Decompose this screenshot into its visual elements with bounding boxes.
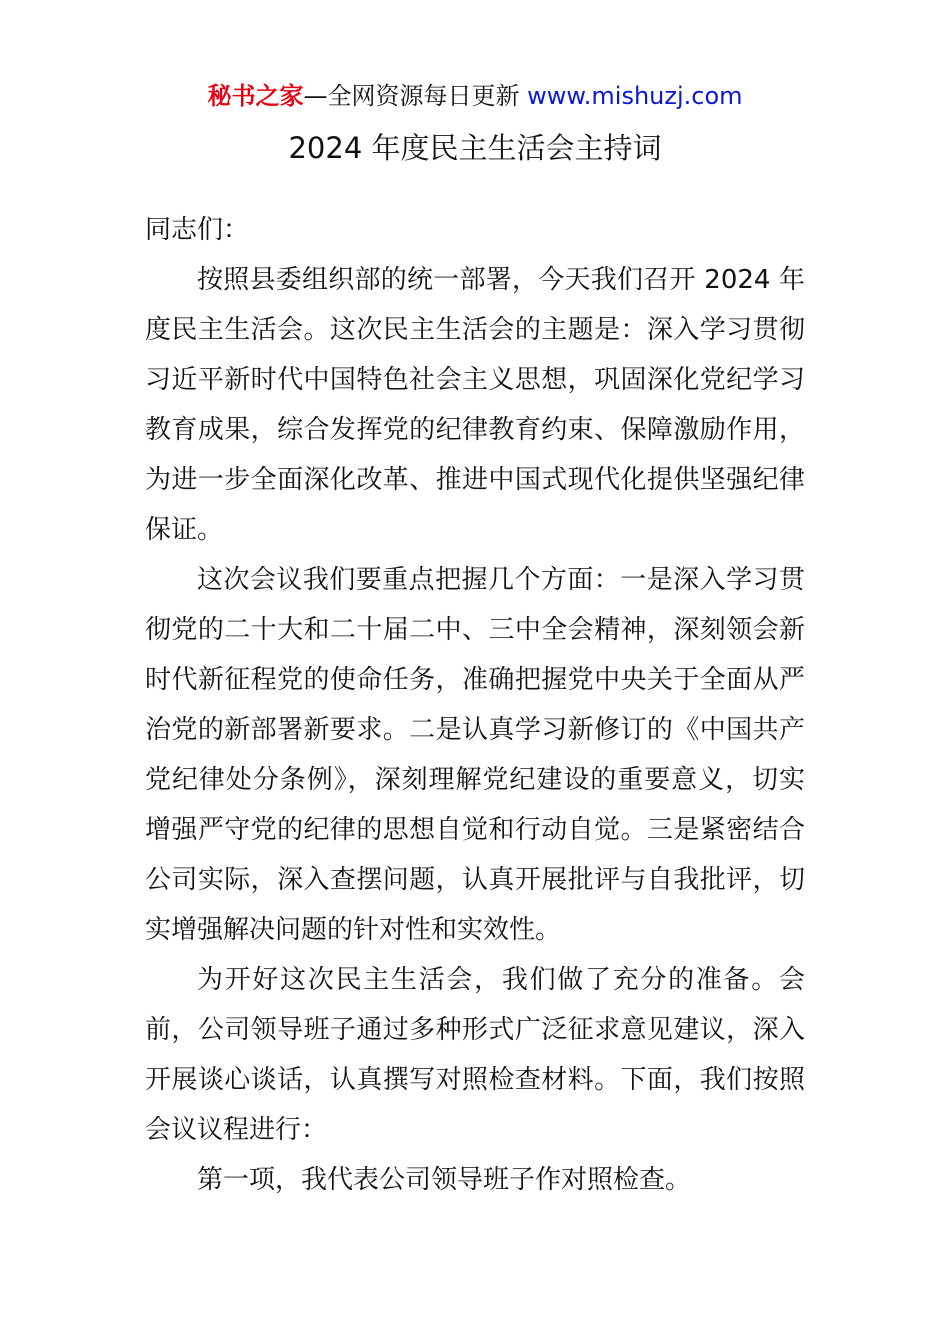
document-title: 2024 年度民主生活会主持词 [288,131,662,165]
header-tagline: —全网资源每日更新 [303,82,528,110]
site-header [0,80,950,112]
paragraph-4: 第一项，我代表公司领导班子作对照检查。 [197,1165,692,1195]
brand-name: 秘书之家 [207,82,304,110]
paragraph-3: 为开好这次民主生活会，我们做了充分的准备。会前，公司领导班子通过多种形式广泛征求意见建议，深入开展谈心谈话，认真撰写对照检查材料。下面，我们按照会议议程进行： [145,965,805,1145]
site-url-link[interactable]: www.mishuzj.com [527,82,743,110]
document-body [145,205,805,1205]
paragraph-2: 这次会议我们要重点把握几个方面：一是深入学习贯彻党的二十大和二十届二中、三中全会精神，深刻领会新时代新征程党的使命任务，准确把握党中央关于全面从严治党的新部署新要求。二是认真学习新修订的《中国共产党纪律处分条例》，深刻理解党纪建设的重要意义，切实增强严守党的纪律的思想自觉和行动自觉。三是紧密结合公司实际，深入查摆问题，认真开展批评与自我批评，切实增强解决问题的针对性和实效性。 [145,565,805,945]
paragraph-1: 按照县委组织部的统一部署，今天我们召开 2024 年度民主生活会。这次民主生活会的主题是：深入学习贯彻习近平新时代中国特色社会主义思想，巩固深化党纪学习教育成果，综合发挥党的纪律教育约束、保障激励作用，为进一步全面深化改革、推进中国式现代化提供坚强纪律保证。 [145,265,805,545]
salutation: 同志们： [145,215,250,245]
